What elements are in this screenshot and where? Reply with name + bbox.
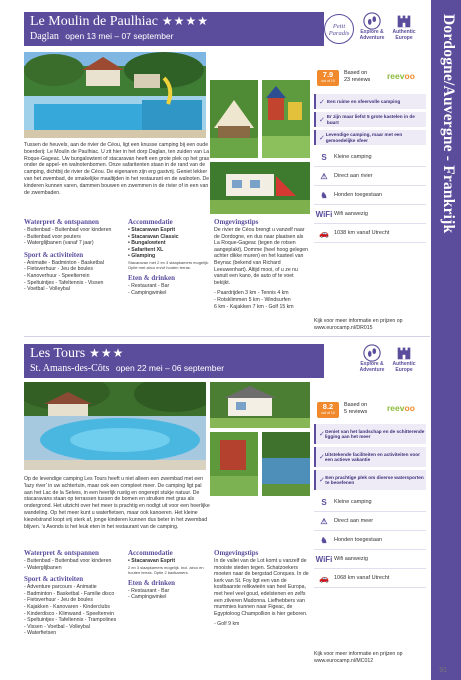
camping-place: Daglan: [30, 31, 59, 42]
theme-explore-adventure: Explore & Adventure: [356, 344, 388, 373]
sport-item: - Vissen - Voetbal - Volleybal: [24, 623, 90, 630]
sport-item: - Speltuintjes - Tafeltennis - Trampolines: [24, 617, 117, 624]
page-number: 91: [439, 667, 447, 674]
star-rating: ★★★★: [161, 14, 209, 28]
feature-list-1: [314, 94, 426, 243]
accommodation-item: • Stacaravan Classic: [128, 233, 179, 240]
dog-icon: ♞: [320, 190, 328, 200]
mobile-home-photo: [210, 162, 310, 214]
star-rating: ★★★: [89, 346, 125, 360]
highlight-item: ✓ Levendige camping, maar met een gemoedelijke sfeer: [314, 130, 426, 145]
sport-item: - Speltuintjes - Tafeltennis - Vissen: [24, 279, 104, 286]
surroundings-text: De rivier de Céou brengt u vanzelf naar de Dordogne, en dus naar plaatsen als La Roque-Gageac (tegen de rotsen aangeplakt), Domme (heel hoog gelegen achter dikke muren) en het kasteel van Beynac (bekend van Richard Leeuwenhart). Altijd mooi, of u ze nu vanuit een kano, de auto of te voet bekijkt.: [214, 227, 309, 286]
sport-item: - Kajakken - Kanovaren - Kinderclubs: [24, 603, 110, 610]
more-info-1: Kijk voor meer informatie en prijzen op www.eurocamp.nl/DR015: [314, 318, 429, 332]
camping-name: Les Tours: [30, 346, 86, 361]
surroundings-text: In de vallei van de Lot komt u vanzelf de mooiste steden tegen. Schatzoekers moeten naar de bergstad Conques. In de kerk van St. Foy ligt een van de kostbaarste relikwieën van heel Europa, met heel veel goud, edelstenen en zelfs een zilveren Madonna. Liefhebbers van mummies kunnen naar Figeac, de Egyptoloog Champollion is hier geboren.: [214, 558, 309, 617]
food-item: - Restaurant - Bar: [128, 282, 170, 289]
accommodation-item: • Bungalowtent: [128, 240, 166, 247]
sport-item: - Adventure parcours - Animatie: [24, 584, 97, 591]
car-icon: 🚗: [319, 573, 329, 583]
car-icon: 🚗: [319, 228, 329, 238]
camping-name: Le Moulin de Paulhiac: [30, 14, 158, 29]
feature-dogs: ♞ Honden toegestaan: [314, 531, 426, 550]
theme-explore-adventure: Explore & Adventure: [356, 12, 388, 41]
accommodation-column-1: Accommodatie • Stacaravan Esprit • Stacaravan Classic • Bungalowtent • Safaritent XL • Glamping Stacaravan met 2 en 3 slaapkamers mogelijk. Optie met airco en/of houten terras. Eten & drinken - Restaurant - Bar - Campingwinkel: [128, 218, 209, 296]
region-title: Dordogne/Auvergne - Frankrijk: [440, 14, 457, 234]
cabin-photo: [210, 382, 310, 428]
sport-item: - Animatie - Badminton - Basketbal: [24, 259, 104, 266]
dog-icon: ♞: [320, 535, 328, 545]
highlight-item: ✓ Er zijn maar liefst 5 grote kastelen in de buurt: [314, 112, 426, 127]
footprints-icon: [363, 344, 381, 362]
camping-dates: open 13 mei – 07 september: [65, 31, 174, 41]
camping-description: Op de levendige camping Les Tours heeft u niet alleen een zwembad met een 'lazy river' in uw achtertuin, maar ook een compleet meer. De camping ligt pal aan het Lac de la Selves, in een heerlijk rustig en ongerept stukje natuur. De stacaravans staan op terrassen tussen de bomen en struiken met gras als ondergrond. Het uitzicht over het meer is prachtig en nodigt uit voor een heerlijke wandeling. Op het meer kunt u waterfietsen, maar ook kanoeren. Het kleine kiezelstrand loopt vrij sterk af, jonge kinderen kunnen dus beter in het zwembad blijven. 's Avonds is het leuk eten in het restaurant van de camping.: [24, 476, 210, 530]
surroundings-item: - Paardrijden 3 km - Tennis 4 km: [214, 290, 289, 297]
feature-wifi: WiFi Wifi aanwezig: [314, 550, 426, 569]
food-item: - Campingwinkel: [128, 594, 167, 601]
feature-distance: 🚗 1068 km vanaf Utrecht: [314, 569, 426, 588]
review-count: Based on 5 reviews: [344, 402, 368, 415]
river-icon: ⚠: [320, 171, 328, 181]
section-divider: [24, 336, 430, 337]
check-icon: ✓: [319, 431, 325, 438]
review-score: 8.2: [322, 402, 334, 411]
reevoo-logo: reevoo: [387, 403, 415, 413]
camping-header-2: [24, 344, 324, 378]
amenities-column-1: Waterpret & ontspannen - Buitenbad - Buitenbad voor kinderen - Buitenbad voor peuters - Waterglijbanen (vanaf 7 jaar) Sport & activiteiten - Animatie - Badminton - Basketbal - Fietsverhuur - Jeu de boules - Kanoverhuur - Speelterrein - Speltuintjes - Tafeltennis - Vissen - Voetbal - Volleybal: [24, 218, 128, 293]
water-item: - Waterglijbanen: [24, 564, 62, 571]
theme-authentic-europe: Authentic Europe: [388, 344, 420, 373]
food-item: - Campingwinkel: [128, 289, 167, 296]
check-icon: ✓: [319, 454, 325, 461]
surroundings-column-2: Omgevingstips In de vallei van de Lot komt u vanzelf de mooiste steden tegen. Schatzoekers moeten naar de bergstad Conques. In de kerk van St. Foy ligt een van de kostbaarste relikwieën van heel Europa, met heel veel goud, edelstenen en zelfs een zilveren Madonna. Liefhebbers van mummies kunnen naar Figeac, de Egyptoloog Champollion is hier geboren. - Golf 9 km: [214, 549, 309, 628]
playground-photo: [262, 80, 310, 158]
water-item: - Buitenbad voor peuters: [24, 233, 81, 240]
castle-icon: [395, 344, 413, 362]
camping-dates: open 22 mei – 06 september: [115, 363, 225, 373]
feature-wifi: WiFi Wifi aanwezig: [314, 205, 426, 224]
petit-paradis-badge: Petit Paradis: [324, 14, 354, 44]
more-info-link[interactable]: www.eurocamp.nl/MC012: [314, 657, 374, 664]
feature-dogs: ♞ Honden toegestaan: [314, 186, 426, 205]
surroundings-item: - Golf 9 km: [214, 621, 240, 628]
small-camping-icon: S: [321, 497, 327, 507]
accommodation-item: • Stacaravan Esprit: [128, 558, 176, 564]
check-icon: ✓: [319, 98, 325, 106]
feature-river: ⚠ Direct aan rivier: [314, 167, 426, 186]
highlight-item: ✓ Geniet van het landschap en de schitterende ligging aan het meer: [314, 424, 426, 444]
sport-item: - Kanoverhuur - Speelterrein: [24, 272, 90, 279]
campsite-pool-photo: [24, 382, 206, 470]
sport-item: - Fietsverhuur - Jeu de boules: [24, 597, 93, 604]
theme-authentic-europe: Authentic Europe: [388, 12, 420, 41]
more-info-link[interactable]: www.eurocamp.nl/DR015: [314, 324, 373, 331]
region-sidebar: [431, 0, 461, 680]
check-icon: ✓: [319, 477, 325, 484]
sport-item: - Fietsverhuur - Jeu de boules: [24, 266, 93, 273]
highlight-item: ✓ Uitstekende faciliteiten en activiteiten voor een actieve vakantie: [314, 447, 426, 467]
small-camping-icon: S: [321, 152, 327, 162]
accommodation-item: • Stacaravan Esprit: [128, 227, 176, 233]
castle-icon: [395, 12, 413, 30]
accommodation-note: 2 en 3 slaapkamers mogelijk. Incl. airco en houten terras. Optie 2 badkamers.: [128, 564, 204, 575]
feature-distance: 🚗 1038 km vanaf Utrecht: [314, 224, 426, 243]
sport-item: - Kinderdisco - Klimwand - Speelterrein: [24, 610, 114, 617]
accommodation-item: • Safaritent XL: [128, 246, 164, 253]
amenities-column-2: Waterpret & ontspannen - Buitenbad - Buitenbad voor kinderen - Waterglijbanen Sport & activiteiten - Adventure parcours - Animatie - Badminton - Basketbal - Familie disco - Fietsverhuur - Jeu de boules - Kajakken - Kanovaren - Kinderclubs - Kinderdisco - Klimwand - Speelterrein - Speltuintjes - Tafeltennis - Trampolines - Vissen - Voetbal - Volleybal - Waterfietsen: [24, 549, 128, 637]
review-score-box: 8.2 out of 10 Based on 5 reviews reevoo: [314, 400, 426, 423]
surroundings-column-1: Omgevingstips De rivier de Céou brengt u vanzelf naar de Dordogne, en dus naar plaatsen als La Roque-Gageac (tegen de rotsen aangeplakt), Domme (heel hoog gelegen achter dikke muren) en het kasteel van Beynac (bekend van Richard Leeuwenhart). Altijd mooi, of u ze nu vanuit een kano, de auto of te voet bekijkt. - Paardrijden 3 km - Tennis 4 km - Rotsklimmen 5 km - Windsurfen 6 km - Kajakken 7 km - Golf 15 km: [214, 218, 309, 310]
feature-small-camping: S Kleine camping: [314, 493, 426, 512]
camping-description: Tussen de heuvels, aan de rivier de Céou, ligt een knusse camping bij een oude boerderij: Le Moulin de Paulhiac. U zit hier in het dorp Daglan, ten zuiden van La Roque-Gageac. Uw bungalowtent of stacaravan heeft een grote plek op het gras onder de appel- en walnotenbomen. Onze safaritenten staan in de rand van de camping, dichtbij de rivier de Céou. De eigenaren zijn erg gastvrij. Geniet lekker van het zwembad, de smakelijke maaltijden in het restaurant en de walnoten. De kinderen kunnen varen, dammen bouwen en zwemmen in de rivier of in een van de zwembaden.: [24, 142, 210, 196]
surroundings-item: - Rotsklimmen 5 km - Windsurfen: [214, 296, 291, 303]
feature-lake: ⚠ Direct aan meer: [314, 512, 426, 531]
water-item: - Waterglijbanen (vanaf 7 jaar): [24, 240, 94, 247]
review-count: Based on 23 reviews: [344, 70, 371, 83]
feature-list-2: [314, 424, 426, 588]
activity-photo: [210, 432, 258, 496]
feature-small-camping: S Kleine camping: [314, 148, 426, 167]
accommodation-column-2: Accommodatie • Stacaravan Esprit 2 en 3 slaapkamers mogelijk. Incl. airco en houten terras. Optie 2 badkamers. Eten & drinken - Restaurant - Bar - Campingwinkel: [128, 549, 210, 601]
sport-item: - Badminton - Basketbal - Familie disco: [24, 590, 115, 597]
wifi-icon: WiFi: [315, 554, 333, 564]
wifi-icon: WiFi: [315, 209, 333, 219]
camping-header-1: [24, 12, 324, 46]
camping-place: St. Amans-des-Côts: [30, 363, 110, 374]
food-item: - Restaurant - Bar: [128, 587, 170, 594]
highlight-item: ✓ Een prachtige plek om diverse watersporten te beoefenen: [314, 470, 426, 490]
sport-item: - Waterfietsen: [24, 630, 57, 637]
review-score-box: 7.9 out of 10 Based on 23 reviews reevoo: [314, 68, 426, 91]
check-icon: ✓: [319, 134, 325, 142]
water-item: - Buitenbad - Buitenbad voor kinderen: [24, 227, 112, 233]
check-icon: ✓: [319, 116, 325, 124]
accommodation-item: • Glamping: [128, 253, 156, 260]
water-item: - Buitenbad - Buitenbad voor kinderen: [24, 558, 112, 564]
campsite-pool-photo: [24, 52, 206, 138]
lake-photo: [262, 432, 310, 496]
more-info-2: Kijk voor meer informatie en prijzen op www.eurocamp.nl/MC012: [314, 651, 429, 665]
lake-icon: ⚠: [320, 516, 328, 526]
accommodation-note: Stacaravan met 2 en 3 slaapkamers mogelijk. Optie met airco en/of houten terras.: [128, 259, 209, 270]
glamping-tent-photo: [210, 80, 258, 158]
review-score: 7.9: [322, 70, 334, 79]
reevoo-logo: reevoo: [387, 71, 415, 81]
footprints-icon: [363, 12, 381, 30]
sport-item: - Voetbal - Volleybal: [24, 286, 70, 293]
highlight-item: ✓ Een ruime en sfeervolle camping: [314, 94, 426, 109]
surroundings-item: 6 km - Kajakken 7 km - Golf 15 km: [214, 303, 294, 310]
